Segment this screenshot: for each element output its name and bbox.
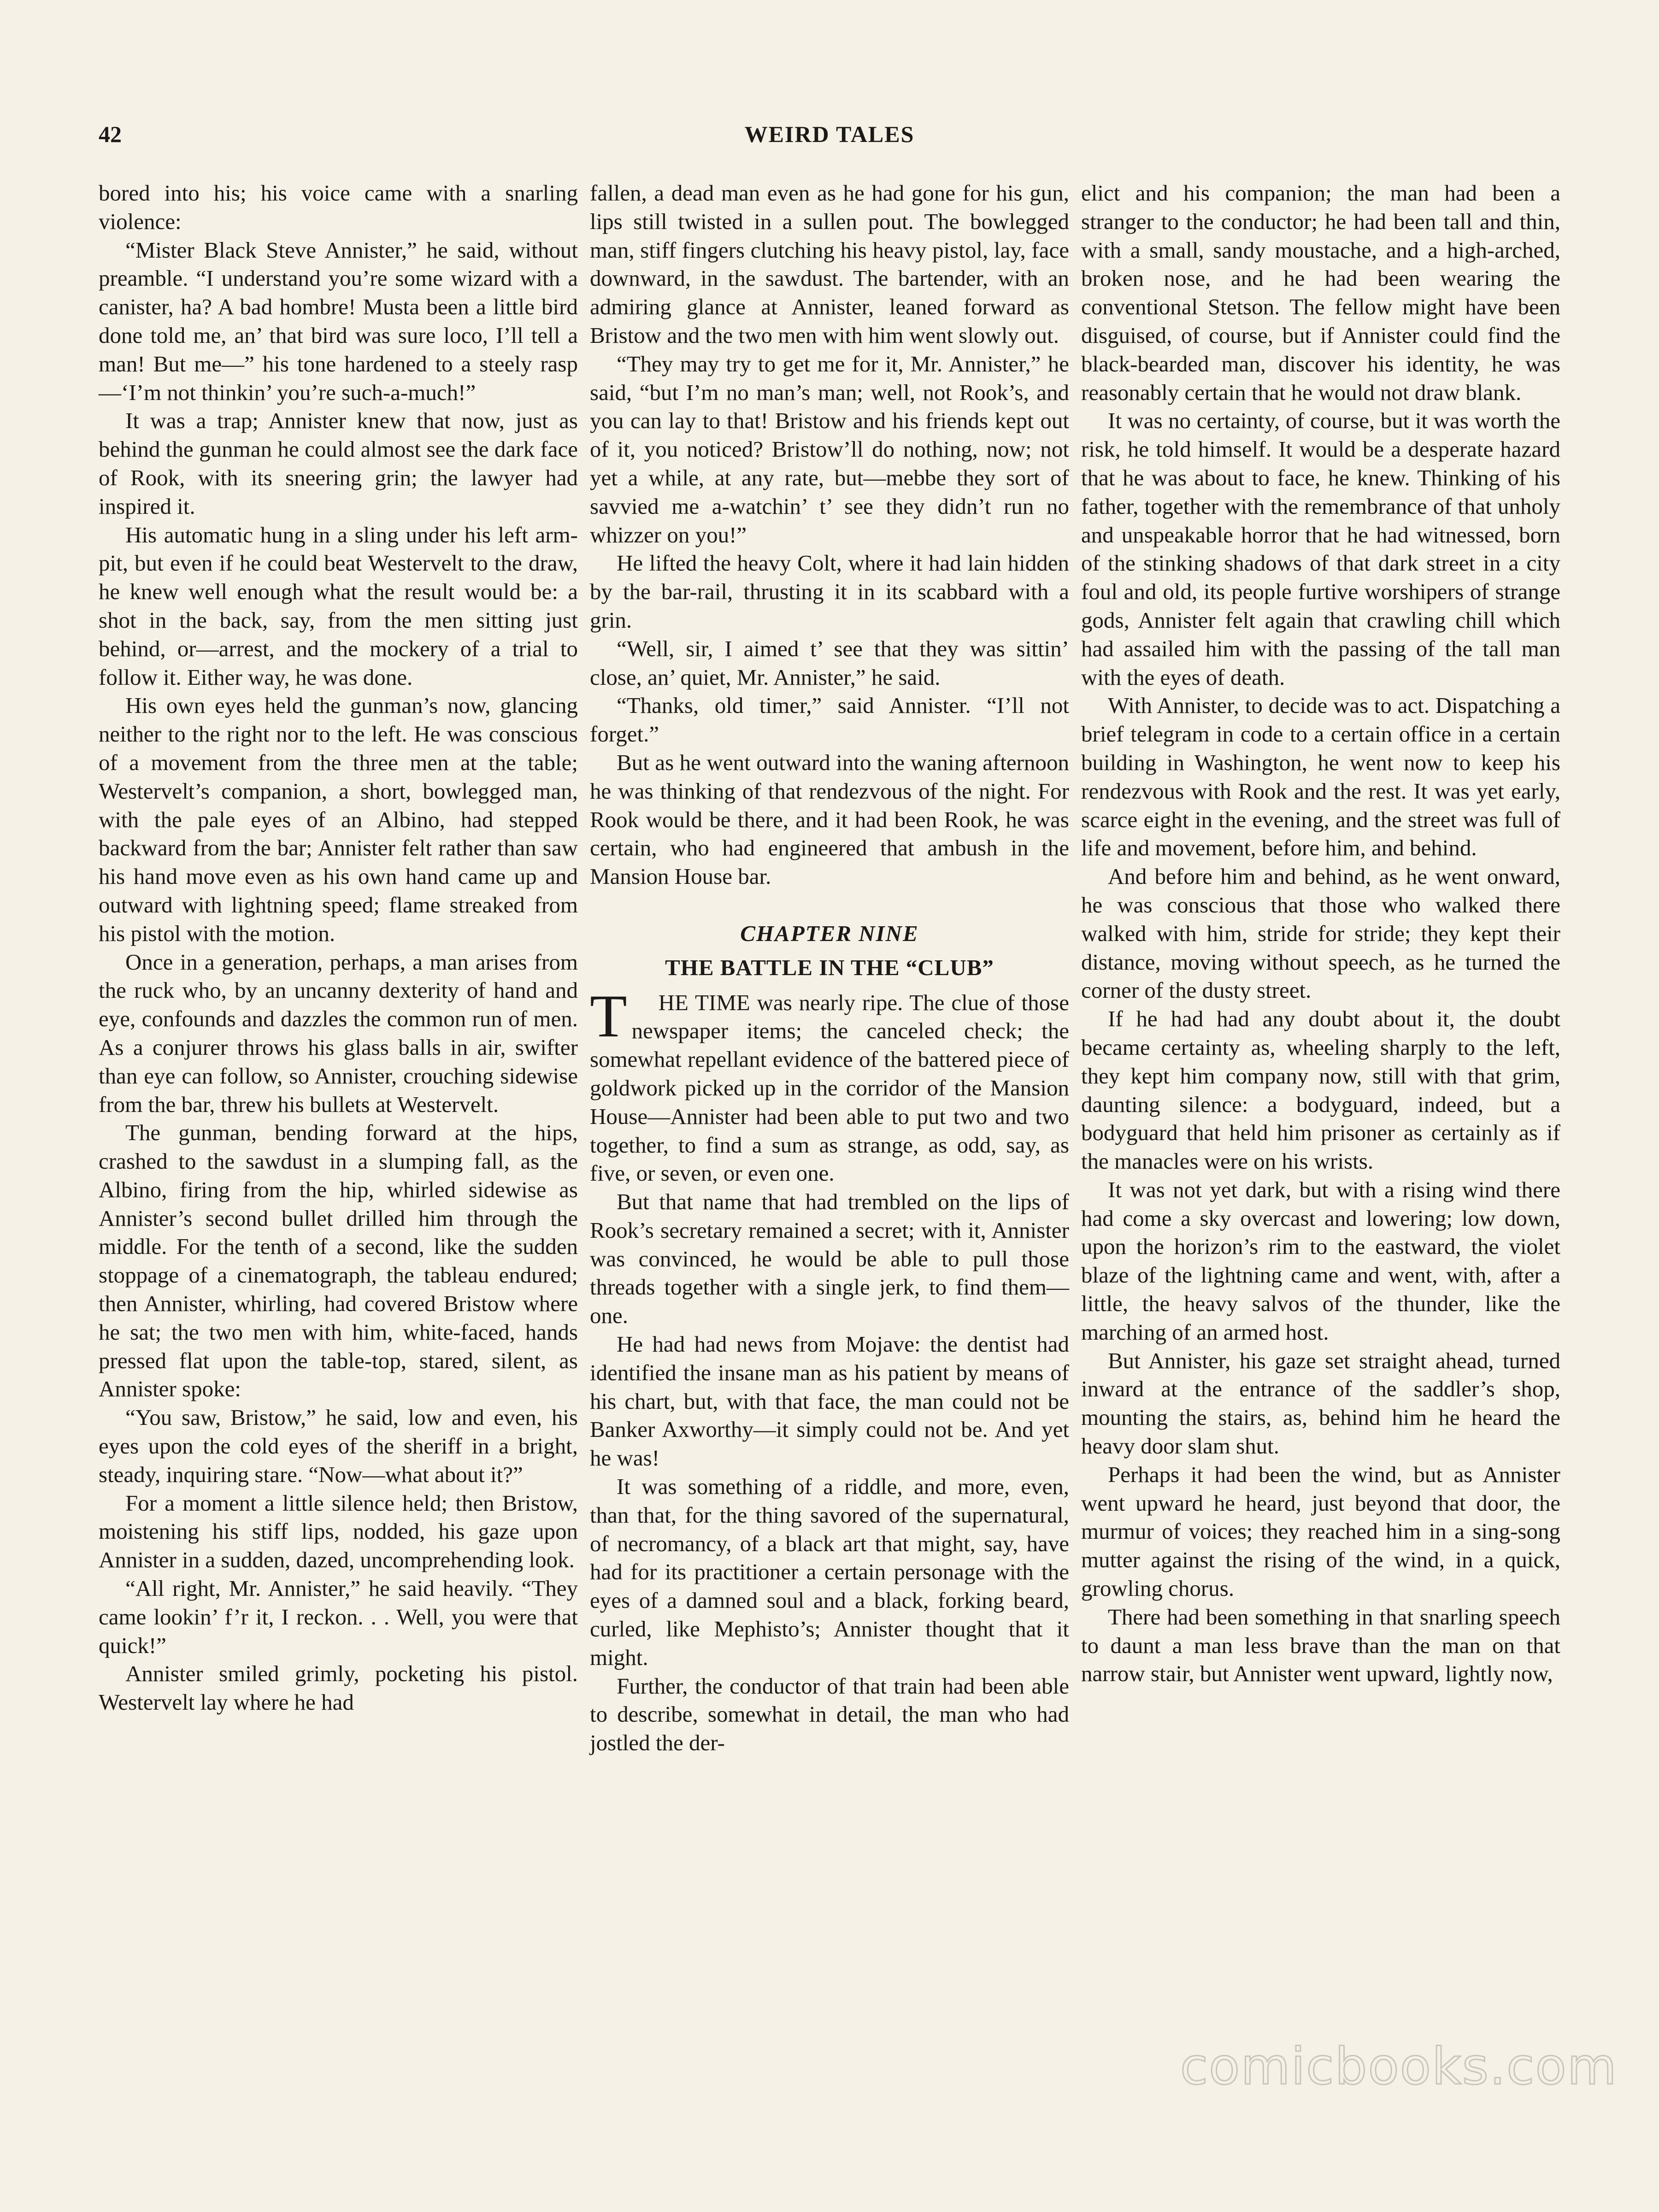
text-column-3 [1081,179,1560,1688]
paragraph: It was something of a riddle, and more, even, than that, for the thing savored of the supernatural, of necromancy, of a black art that might, say, have had for its practitioner a certain personage with the eyes of a damned soul and a black, forking beard, curled, like Mephisto’s; Annister thought that it might. [590,1474,1069,1670]
paragraph: Perhaps it had been the wind, but as Annister went upward he heard, just beyond that door, the murmur of voices; they reached him in a sing-song mutter against the rising of the wind, in a quick, growling chorus. [1081,1461,1560,1601]
running-head: WEIRD TALES [744,121,915,147]
chapter-opening-paragraph [590,982,1069,1188]
paragraph: “Well, sir, I aimed t’ see that they was sittin’ close, an’ quiet, Mr. Annister,” he said. [590,635,1069,690]
paragraph: “Thanks, old timer,” said Annister. “I’ll not forget.” [590,693,1069,747]
paragraph: There had been something in that snarling speech to daunt a man less brave than the man on that narrow stair, but Annister went upward, lightly now, [1081,1604,1560,1687]
paragraph: “You saw, Bristow,” he said, low and even, his eyes upon the cold eyes of the sheriff in a bright, steady, inquiring stare. “Now—what about it?” [99,1405,578,1487]
paragraph: It was not yet dark, but with a rising wind there had come a sky overcast and lowering; low down, upon the horizon’s rim to the eastward, the violet blaze of the lightning came and went, with, after a little, the heavy salvos of the thunder, like the marching of an armed host. [1081,1177,1560,1345]
text-column-2 [590,179,1069,1757]
paragraph: The gunman, bending forward at the hips, crashed to the sawdust in a slumping fall, as the Albino, firing from the hip, whirled sidewise as Annister’s second bullet drilled him through the middle. For the tenth of a second, like the sudden stoppage of a cinematograph, the tableau endured; then Annister, whirling, had covered Bristow where he sat; the two men with him, white-faced, hands pressed flat upon the table-top, stared, silent, as Annister spoke: [99,1120,578,1402]
page-number: 42 [99,121,122,147]
paragraph: But as he went outward into the waning afternoon he was thinking of that rendezvous of the night. For Rook would be there, and it had been Rook, he was certain, who had engineered that ambush in the Mansion House bar. [590,749,1069,889]
paragraph: “Mister Black Steve Annister,” he said, without preamble. “I understand you’re some wizard with a canister, ha? A bad hombre! Musta been a little bird done told me, an’ that bird was sure loco, I’ll tell a man! But me—” his tone hardened to a steely rasp—‘I’m not thinkin’ you’re such-a-much!” [99,237,578,405]
paragraph: Annister smiled grimly, pocketing his pistol. Westervelt lay where he had [99,1661,578,1715]
text-column-1 [99,179,578,1717]
opening-text: HE TIME was nearly ripe. The clue of those newspaper items; the canceled check; the somewhat repellant evidence of the battered piece of goldwork picked up in the corridor of the Mansion House—Annister had been able to put two and two together, to find a sum as strange, as odd, say, as five, or seven, or even one. [590,989,1069,1186]
paragraph: “All right, Mr. Annister,” he said heavily. “They came lookin’ f’r it, I reckon. . . Well, you were that quick!” [99,1576,578,1658]
paragraph: But Annister, his gaze set straight ahead, turned inward at the entrance of the saddler’s shop, mounting the stairs, as, behind him he heard the heavy door slam shut. [1081,1347,1560,1459]
paragraph: His own eyes held the gunman’s now, glancing neither to the right nor to the left. He was conscious of a movement from the three men at the table; Westervelt’s companion, a short, bowlegged man, with the pale eyes of an Albino, had stepped backward from the bar; Annister felt rather than saw his hand move even as his own hand came up and outward with lightning speed; flame streaked from his pistol with the motion. [99,693,578,946]
chapter-title: THE BATTLE IN THE “CLUB” [665,954,994,980]
paragraph: It was a trap; Annister knew that now, just as behind the gunman he could almost see the dark face of Rook, with its sneering grin; the lawyer had inspired it. [99,408,578,519]
paragraph: Once in a generation, perhaps, a man arises from the ruck who, by an uncanny dexterity of hand and eye, confounds and dazzles the common run of men. As a conjurer throws his glass balls in air, swifter than eye can follow, so Annister, crouching sidewise from the bar, threw his bullets at Westervelt. [99,949,578,1117]
paragraph: If he had had any doubt about it, the doubt became certainty as, wheeling sharply to the left, they kept him company now, still with that grim, daunting silence: a bodyguard, indeed, but a bodyguard that held him prisoner as certainly as if the manacles were on his wrists. [1081,1006,1560,1174]
paragraph: He lifted the heavy Colt, where it had lain hidden by the bar-rail, thrusting it in its scabbard with a grin. [590,550,1069,633]
paragraph: Further, the conductor of that train had been able to describe, somewhat in detail, the man who had jostled the der- [590,1673,1069,1756]
watermark: comicbooks.com [1180,2037,1618,2096]
paragraph: With Annister, to decide was to act. Dispatching a brief telegram in code to a certain office in a certain building in Washington, he went now to keep his rendezvous with Rook and the rest. It was yet early, scarce eight in the evening, and the street was full of life and movement, before him, and behind. [1081,693,1560,861]
drop-cap: T [590,982,627,1050]
paragraph: And before him and behind, as he went onward, he was conscious that those who walked there walked with him, stride for stride; they kept their distance, moving without speech, as he turned the corner of the dusty street. [1081,864,1560,1003]
paragraph: bored into his; his voice came with a snarling violence: [99,180,578,234]
paragraph: “They may try to get me for it, Mr. Annister,” he said, “but I’m no man’s man; well, not Rook’s, and you can lay to that! Bristow and his friends kept out of it, you noticed? Bristow’ll do nothing, now; not yet a while, at any rate, but—mebbe they sort of savvied me a-watchin’ t’ see they didn’t run no whizzer on you!” [590,351,1069,547]
paragraph: It was no certainty, of course, but it was worth the risk, he told himself. It would be a desperate hazard that he was about to face, he knew. Thinking of his father, together with the remembrance of that unholy and unspeakable horror that he had witnessed, born of the stinking shadows of that dark street in a city foul and old, its people furtive worshipers of strange gods, Annister felt again that crawling chill which had assailed him with the passing of the tall man with the eyes of death. [1081,408,1560,690]
paragraph: elict and his companion; the man had been a stranger to the conductor; he had been tall and thin, with a small, sandy moustache, and a high-arched, broken nose, and he had been wearing the conventional Stetson. The fellow might have been disguised, of course, but if Annister could find the black-bearded man, discover his identity, he was reasonably certain that he would not draw blank. [1081,180,1560,405]
paragraph: For a moment a little silence held; then Bristow, moistening his stiff lips, nodded, his gaze upon Annister in a sudden, dazed, uncomprehending look. [99,1490,578,1573]
paragraph: But that name that had trembled on the lips of Rook’s secretary remained a secret; with it, Annister was convinced, he would be able to pull those threads together with a single jerk, to find them—one. [590,1189,1069,1329]
paragraph: fallen, a dead man even as he had gone for his gun, lips still twisted in a sullen pout. The bowlegged man, stiff fingers clutching his heavy pistol, lay, face downward, in the sawdust. The bartender, with an admiring glance at Annister, leaned forward as Bristow and the two men with him went slowly out. [590,180,1069,348]
paragraph: He had had news from Mojave: the dentist had identified the insane man as his patient by means of his chart, but, with that face, the man could not be Banker Axworthy—it simply could not be. And yet he was! [590,1331,1069,1471]
chapter-number: CHAPTER NINE [740,920,919,946]
paragraph: His automatic hung in a sling under his left arm-pit, but even if he could beat Westervelt to the draw, he knew well enough what the result would be: a shot in the back, say, from the men sitting just behind, or—arrest, and the mockery of a trial to follow it. Either way, he was done. [99,522,578,690]
